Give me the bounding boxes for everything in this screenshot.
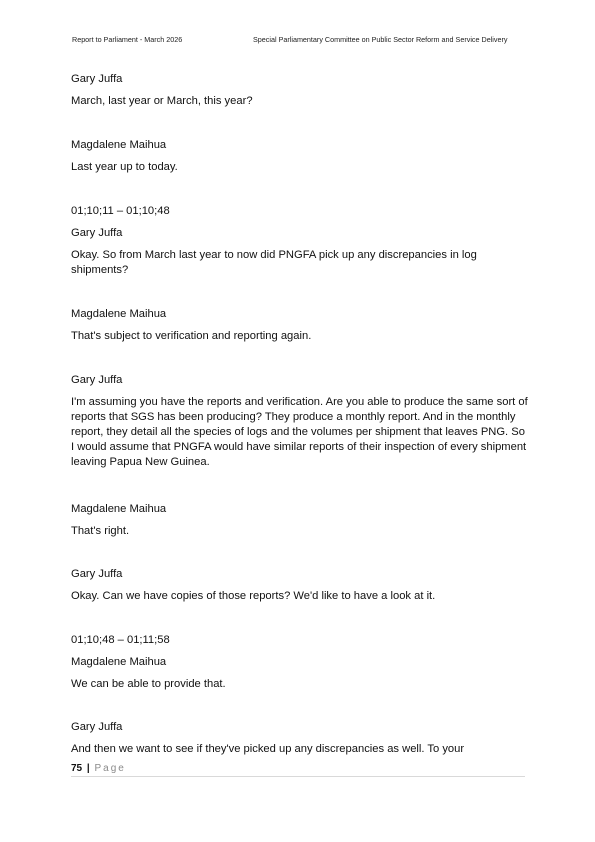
timestamp: 01;10;11 – 01;10;48 bbox=[71, 205, 170, 217]
page-separator: | bbox=[86, 763, 90, 774]
transcript-text: Okay. Can we have copies of those reports? We'd like to have a look at it. bbox=[71, 590, 436, 602]
speaker-name: Gary Juffa bbox=[71, 721, 123, 733]
transcript-text: That's subject to verification and reporting again. bbox=[71, 330, 312, 342]
page-footer bbox=[71, 763, 126, 774]
speaker-name: Gary Juffa bbox=[71, 73, 123, 85]
footer-divider bbox=[71, 776, 525, 777]
speaker-name: Magdalene Maihua bbox=[71, 308, 167, 320]
speaker-name: Magdalene Maihua bbox=[71, 503, 167, 515]
speaker-name: Gary Juffa bbox=[71, 374, 123, 386]
speaker-name: Magdalene Maihua bbox=[71, 139, 167, 151]
transcript-text: We can be able to provide that. bbox=[71, 678, 226, 690]
page-number: 75 bbox=[71, 763, 83, 774]
transcript-text: Okay. So from March last year to now did PNGFA pick up any discrepancies in log shipments? bbox=[71, 249, 477, 276]
speaker-name: Gary Juffa bbox=[71, 227, 123, 239]
speaker-name: Magdalene Maihua bbox=[71, 656, 167, 668]
timestamp: 01;10;48 – 01;11;58 bbox=[71, 634, 170, 646]
transcript-text: Last year up to today. bbox=[71, 161, 178, 173]
report-header-right: Special Parliamentary Committee on Public Sector Reform and Service Delivery bbox=[253, 35, 508, 44]
page-label: Page bbox=[94, 763, 126, 774]
speaker-name: Gary Juffa bbox=[71, 568, 123, 580]
transcript-text: March, last year or March, this year? bbox=[71, 95, 253, 107]
transcript-text: That's right. bbox=[71, 525, 130, 537]
transcript-text: I'm assuming you have the reports and verification. Are you able to produce the same sort of reports that SGS has been producing? They produce a monthly report. And in the monthly report, they detail all the species of logs and the volumes per shipment that leaves PNG. So I would assume that PNGFA would have similar reports of their inspection of every shipment leaving Papua New Guinea. bbox=[71, 396, 528, 468]
report-header-left: Report to Parliament - March 2026 bbox=[72, 35, 183, 44]
transcript-text: And then we want to see if they've picked up any discrepancies as well. To your bbox=[71, 743, 465, 755]
